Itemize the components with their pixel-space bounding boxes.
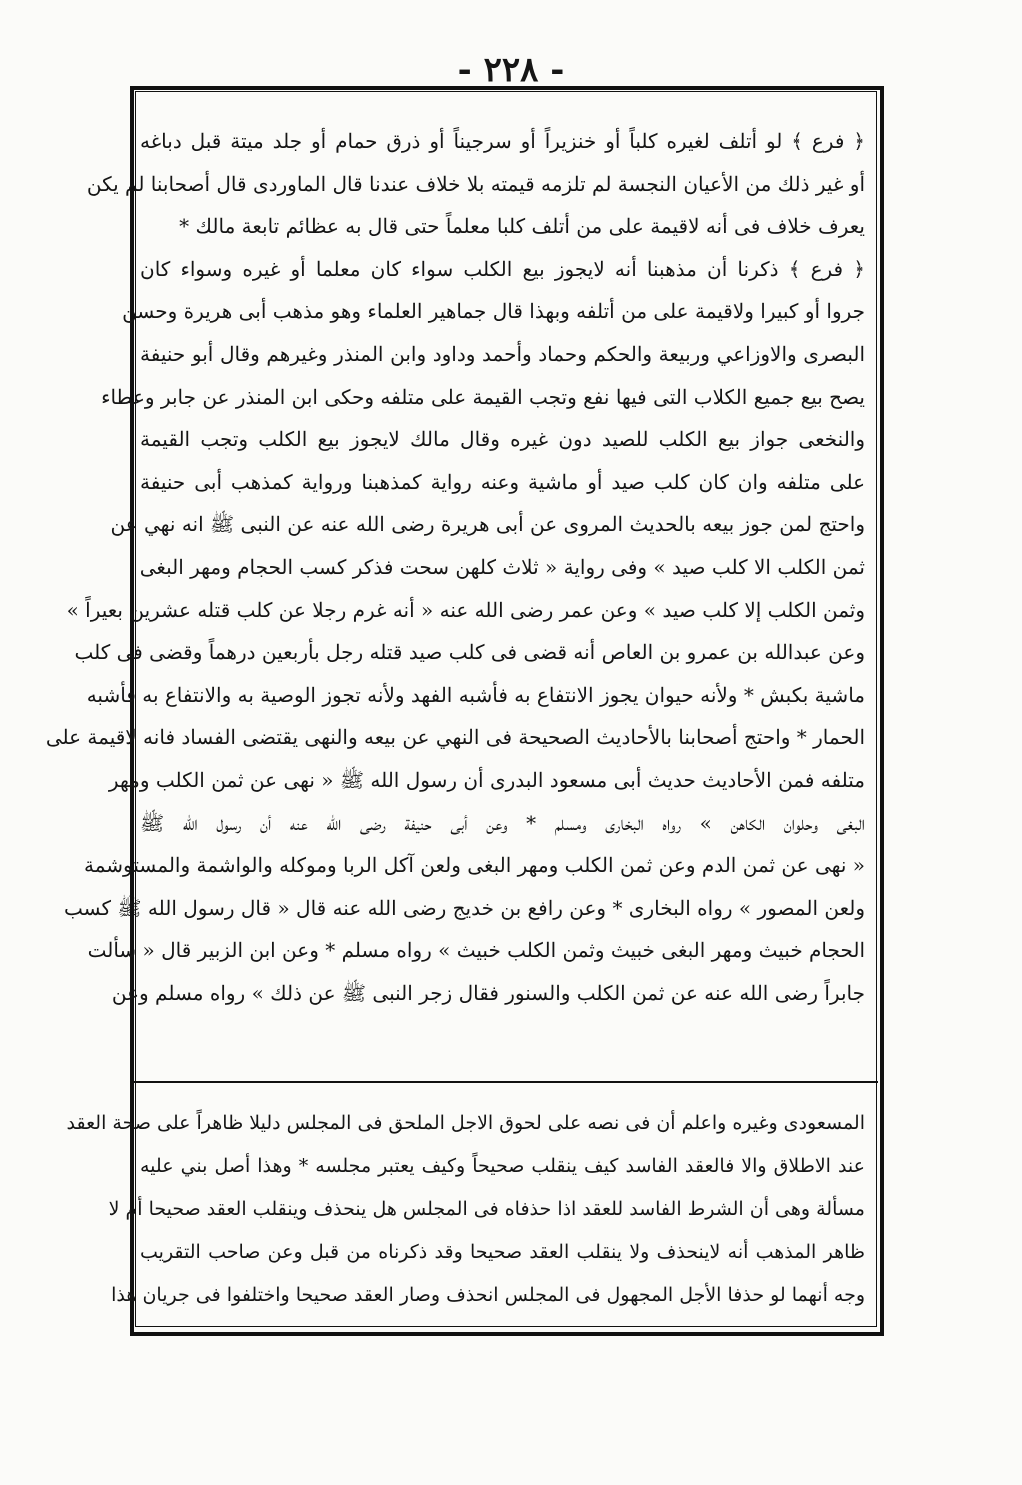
main-text-line: أو غير ذلك من الأعيان النجسة لم تلزمه قيمته بلا خلاف عندنا قال الماوردى قال أصحابنا لم يكن <box>86 171 865 196</box>
main-text-line: وثمن الكلب إلا كلب صيد » وعن عمر رضى الله عنه « أنه غرم رجلا عن كلب قتله عشرين بعيراً » <box>66 597 865 622</box>
page-number: - ٢٢٨ - <box>457 50 565 90</box>
main-text-line: ﴿ فرع ﴾ ذكرنا أن مذهبنا أنه لايجوز بيع الكلب سواء كان معلما أو غيره وسواء كان <box>140 256 865 281</box>
main-text-line: الحمار * واحتج أصحابنا بالأحاديث الصحيحة فى النهي عن بيعه والنهى يقتضى الفساد فانه لاقيمة على <box>45 725 865 750</box>
footnote-line: المسعودى وغيره واعلم أن فى نصه على لحوق الاجل الملحق فى المجلس دليلا ظاهراً على صحة العقد <box>66 1112 865 1134</box>
main-text-line: وعن عبدالله بن عمرو بن العاص أنه قضى فى كلب صيد قتله رجل بأربعين درهماً وقضى فى كلب <box>74 640 865 665</box>
footnote-line: وجه أنهما لو حذفا الأجل المجهول فى المجلس انحذف وصار العقد صحيحا واختلفوا فى جريان هذا <box>111 1284 865 1306</box>
main-text-line: واحتج لمن جوز بيعه بالحديث المروى عن أبى هريرة رضى الله عنه عن النبى ﷺ انه نهي عن <box>110 512 865 537</box>
footnote-line: مسألة وهى أن الشرط الفاسد للعقد اذا حذفاه فى المجلس هل ينحذف وينقلب العقد صحيحا أم لا <box>108 1198 865 1220</box>
footnote-divider <box>132 1081 878 1083</box>
main-text-line: البصرى والاوزاعي وربيعة والحكم وحماد وأحمد وداود وابن المنذر وغيرهم وقال أبو حنيفة <box>140 341 865 366</box>
main-text-line: ثمن الكلب الا كلب صيد » وفى رواية « ثلاث كلهن سحت فذكر كسب الحجام ومهر البغى <box>139 554 865 579</box>
main-text-line: يصح بيع جميع الكلاب التى فيها نفع وتجب القيمة على متلفه وحكى ابن المنذر عن جابر وعطاء <box>101 384 865 409</box>
main-text-body <box>45 120 865 1014</box>
main-text-line: يعرف خلاف فى أنه لاقيمة على من أتلف كلبا معلماً حتى قال به عظائم تابعة مالك * <box>179 214 865 239</box>
main-text-line: جروا أو كبيرا ولاقيمة على من أتلفه وبهذا قال جماهير العلماء وهو مذهب أبى هريرة وحسن <box>122 299 865 324</box>
main-text-line: ماشية بكبش * ولأنه حيوان يجوز الانتفاع به فأشبه الفهد ولأنه تجوز الوصية به والانتفاع به فأشبه <box>86 682 865 707</box>
main-text-line: الحجام خبيث ومهر البغى خبيث وثمن الكلب خبيث » رواه مسلم * وعن ابن الزبير قال « سألت <box>87 938 865 963</box>
footnote-body <box>66 1102 865 1317</box>
main-text-line: والنخعى جواز بيع الكلب للصيد دون غيره وقال مالك لايجوز بيع الكلب وتجب القيمة <box>140 427 865 452</box>
main-text-line: متلفه فمن الأحاديث حديث أبى مسعود البدرى أن رسول الله ﷺ « نهى عن ثمن الكلب ومهر <box>108 767 865 792</box>
main-text-line: على متلفه وان كان كلب صيد أو ماشية وعنه رواية كمذهبنا ورواية كمذهب أبى حنيفة <box>140 469 865 494</box>
main-text-line: ولعن المصور » رواه البخارى * وعن رافع بن خديج رضى الله عنه قال « قال رسول الله ﷺ كسب <box>64 895 865 920</box>
main-text-line: ﴿ فرع ﴾ لو أتلف لغيره كلباً أو خنزيراً أو سرجيناً أو ذرق حمام أو جلد ميتة قبل دباغه <box>140 129 865 153</box>
footnote-line: ظاهر المذهب أنه لاينحذف ولا ينقلب العقد صحيحا وقد ذكرناه من قبل وعن صاحب التقريب <box>140 1241 865 1263</box>
main-text-line: البغى وحلوان الكاهن » رواه البخارى ومسلم * وعن أبى حنيفة رضى الله عنه أن رسول الله ﷺ <box>140 810 865 835</box>
footnote-line: عند الاطلاق والا فالعقد الفاسد كيف ينقلب صحيحاً وكيف يعتبر مجلسه * وهذا أصل بني عليه <box>140 1155 865 1177</box>
main-text-line: « نهى عن ثمن الدم وعن ثمن الكلب ومهر البغى ولعن آكل الربا وموكله والواشمة والمستوشمة <box>84 853 865 878</box>
main-text-line: جابراً رضى الله عنه عن ثمن الكلب والسنور فقال زجر النبى ﷺ عن ذلك » رواه مسلم وعن <box>111 980 865 1005</box>
